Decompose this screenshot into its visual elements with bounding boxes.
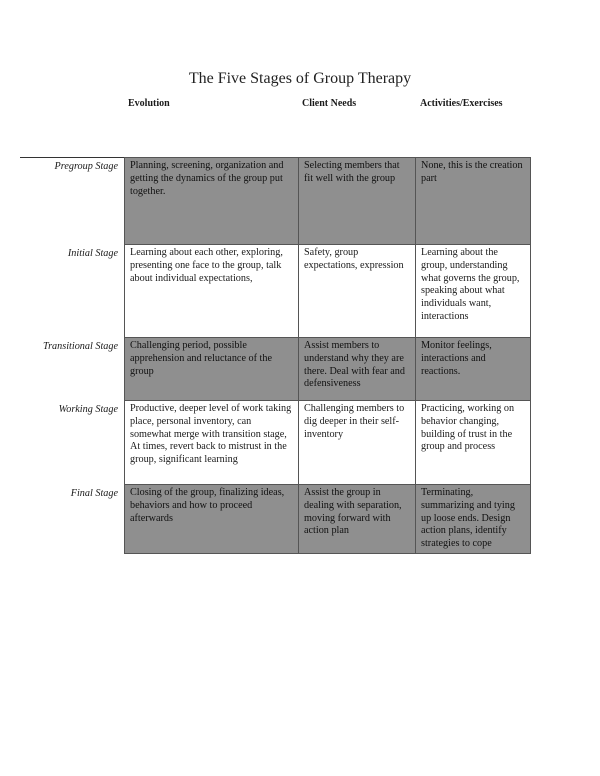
stages-table — [124, 157, 531, 554]
cell-activities: Monitor feelings, interactions and reactions. — [416, 338, 531, 401]
cell-evolution: Planning, screening, organization and getting the dynamics of the group put together. — [125, 158, 299, 245]
column-header-activities: Activities/Exercises — [420, 98, 503, 109]
cell-client-needs: Assist the group in dealing with separation, moving forward with action plan — [299, 485, 416, 554]
table-row — [125, 401, 531, 485]
table-row — [125, 485, 531, 554]
cell-evolution: Challenging period, possible apprehension and reluctance of the group — [125, 338, 299, 401]
cell-evolution: Closing of the group, finalizing ideas, behaviors and how to proceed afterwards — [125, 485, 299, 554]
table-row — [125, 158, 531, 245]
page-title: The Five Stages of Group Therapy — [188, 70, 412, 87]
cell-client-needs: Selecting members that fit well with the group — [299, 158, 416, 245]
stage-label-working: Working Stage — [58, 404, 118, 415]
cell-evolution: Productive, deeper level of work taking place, personal inventory, can somewhat merge with transition stage, At times, revert back to mistrust in the group, significant learning — [125, 401, 299, 485]
cell-evolution: Learning about each other, exploring, presenting one face to the group, talk about individual expectations, — [125, 245, 299, 338]
table-row — [125, 338, 531, 401]
column-header-client-needs: Client Needs — [302, 98, 357, 109]
cell-activities: Learning about the group, understanding what governs the group, speaking about what individuals want, interactions — [416, 245, 531, 338]
stage-label-initial: Initial Stage — [67, 248, 118, 259]
cell-client-needs: Safety, group expectations, expression — [299, 245, 416, 338]
cell-activities: Practicing, working on behavior changing, building of trust in the group and process — [416, 401, 531, 485]
table-row — [125, 245, 531, 338]
cell-activities: None, this is the creation part — [416, 158, 531, 245]
stage-label-transitional: Transitional Stage — [42, 341, 118, 352]
cell-client-needs: Challenging members to dig deeper in their self-inventory — [299, 401, 416, 485]
cell-activities: Terminating, summarizing and tying up loose ends. Design action plans, identify strategies to cope — [416, 485, 531, 554]
column-header-evolution: Evolution — [128, 98, 170, 109]
stage-label-pregroup: Pregroup Stage — [54, 161, 118, 172]
stage-label-final: Final Stage — [70, 488, 118, 499]
cell-client-needs: Assist members to understand why they are there. Deal with fear and defensiveness — [299, 338, 416, 401]
